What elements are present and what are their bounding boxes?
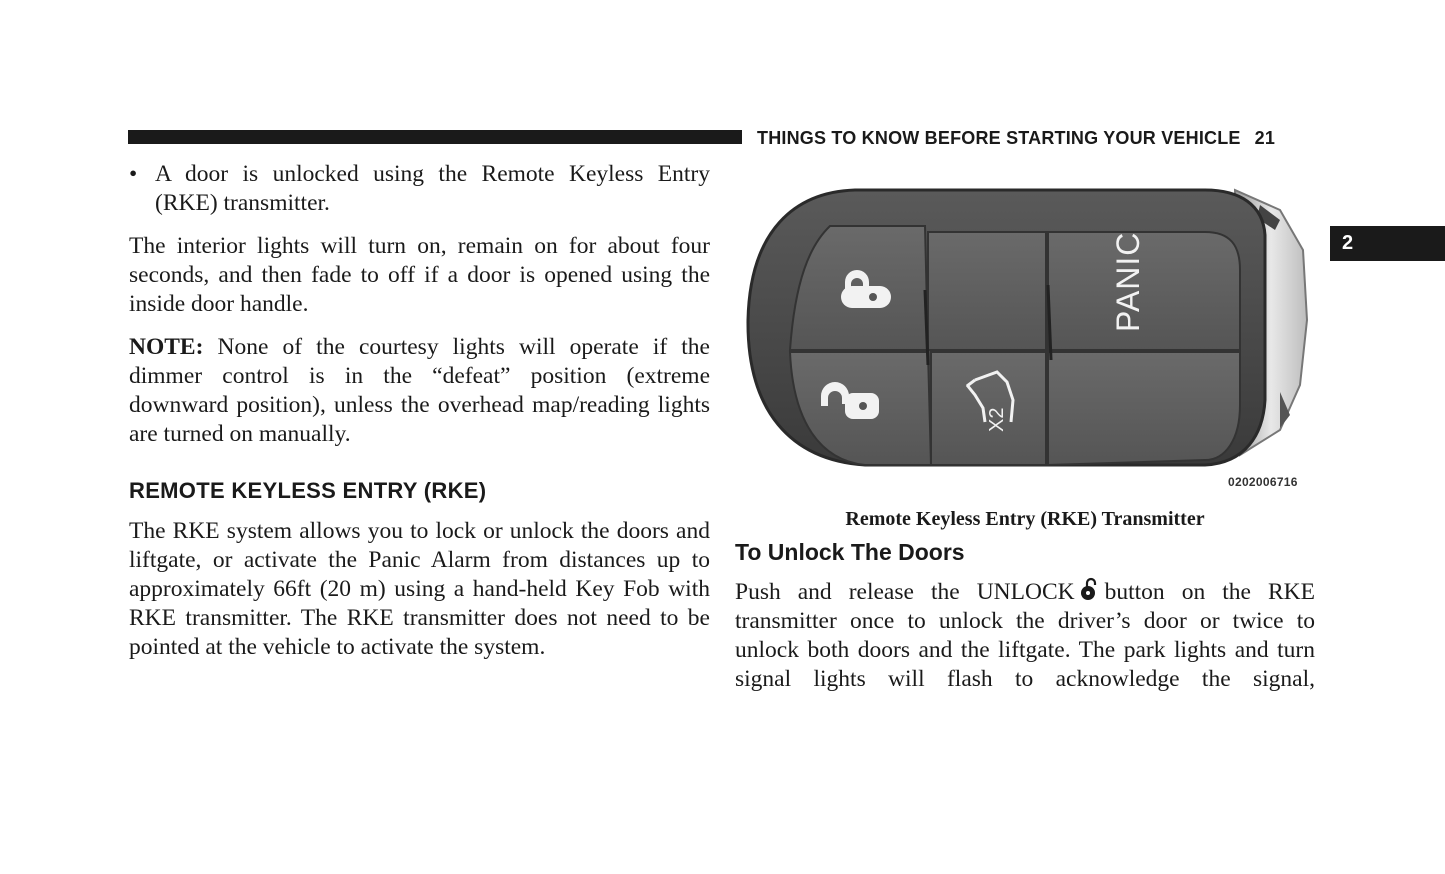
running-title: THINGS TO KNOW BEFORE STARTING YOUR VEHICLE xyxy=(757,128,1241,148)
bullet-dot: • xyxy=(129,161,138,187)
sub-heading: To Unlock The Doors xyxy=(735,539,965,565)
blank-button-top xyxy=(928,232,1046,350)
note-text: None of the courtesy lights will operate if the dimmer control is in the “defeat” position (extreme downward position), unless the overhead map/reading lights are turned on manually. xyxy=(129,334,710,447)
figure-id: 0202006716 xyxy=(1228,475,1298,489)
unlock-text-start: Push and release the UNLOCK xyxy=(735,579,1075,605)
note-paragraph xyxy=(129,333,710,449)
figure-caption: Remote Keyless Entry (RKE) Transmitter xyxy=(845,508,1205,530)
right-column xyxy=(735,538,1315,694)
unlock-text-rest: button on the RKE transmitter once to unlock the driver’s door or twice to unlock both doors and the liftgate. The park lights and turn signal lights will flash to acknowledge the signal, xyxy=(735,579,1315,692)
note-label: NOTE: xyxy=(129,334,204,360)
interior-lights-paragraph: The interior lights will turn on, remain on for about four seconds, and then fade to off if a door is opened using the inside door handle. xyxy=(129,233,710,317)
blank-button-bottom xyxy=(1048,352,1240,465)
panic-label: PANIC xyxy=(1110,231,1146,332)
left-column xyxy=(129,160,710,662)
rke-paragraph: The RKE system allows you to lock or unlock the doors and liftgate, or activate the Panic Alarm from distances up to approximately 66ft (20 m) using a hand-held Key Fob with RKE transmitter. The RKE transmitter does not need to be pointed at the vehicle to activate the system. xyxy=(129,518,710,660)
bullet-item xyxy=(129,160,710,218)
key-fob-figure xyxy=(735,160,1315,500)
unlock-inline-icon xyxy=(1079,577,1099,601)
running-header xyxy=(757,128,1275,149)
bullet-text: A door is unlocked using the Remote Keyless Entry (RKE) transmitter. xyxy=(155,161,710,216)
unlock-paragraph xyxy=(735,577,1315,694)
page-number: 21 xyxy=(1254,128,1276,148)
section-heading: REMOTE KEYLESS ENTRY (RKE) xyxy=(129,478,487,503)
header-rule xyxy=(128,130,742,144)
x2-label: X2 xyxy=(986,407,1008,432)
chapter-tab: 2 xyxy=(1330,226,1445,261)
key-fob-illustration xyxy=(735,160,1315,500)
